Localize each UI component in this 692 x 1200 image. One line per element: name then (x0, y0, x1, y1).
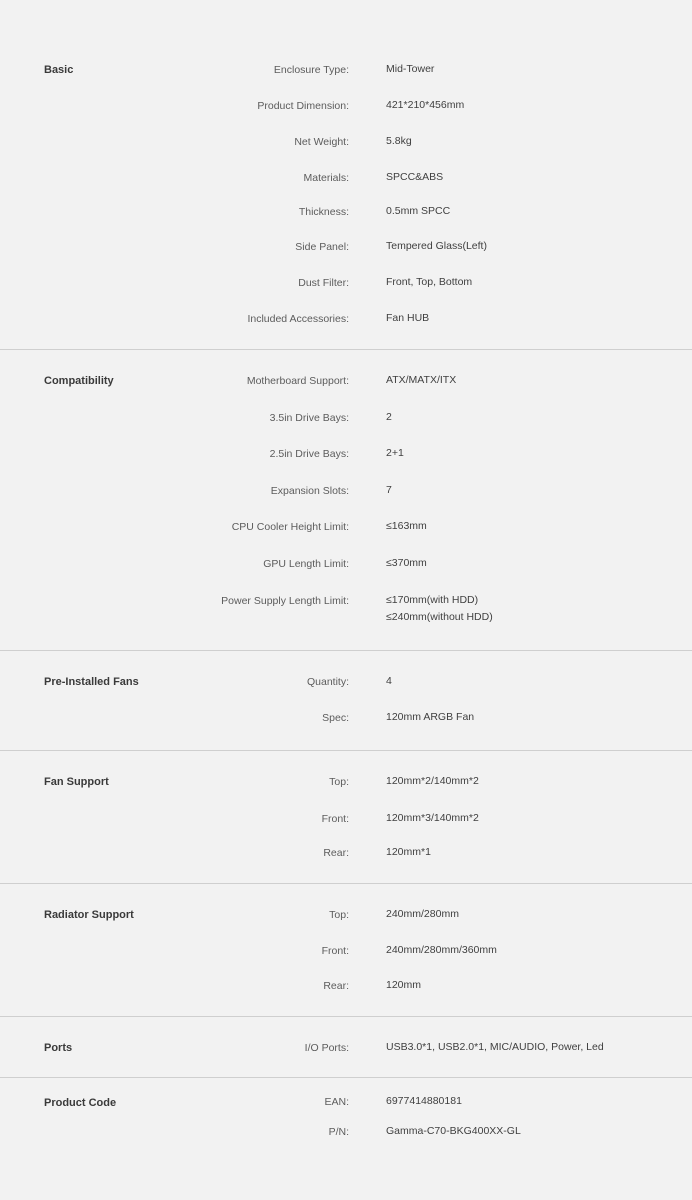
spec-value-line: 240mm/280mm/360mm (386, 944, 497, 956)
section-divider (0, 883, 692, 884)
spec-value-line: 421*210*456mm (386, 99, 465, 111)
spec-value-line: 120mm*3/140mm*2 (386, 812, 479, 824)
spec-value-line: USB3.0*1, USB2.0*1, MIC/AUDIO, Power, Led (386, 1041, 604, 1053)
spec-value-dust-filter (386, 274, 472, 291)
section-title: Fan Support (44, 776, 109, 788)
spec-label-spec: Spec: (322, 712, 349, 724)
spec-value-top (386, 906, 459, 923)
spec-value-line: ≤240mm(without HDD) (386, 611, 493, 623)
section-title: Product Code (44, 1097, 117, 1109)
spec-label-dust-filter: Dust Filter: (298, 277, 349, 289)
section-divider (0, 1016, 692, 1017)
spec-label-expansion-slots: Expansion Slots: (270, 485, 349, 497)
spec-label-net-weight: Net Weight: (294, 136, 349, 148)
spec-label-gpu-length-limit: GPU Length Limit: (263, 558, 349, 570)
spec-value-line: Front, Top, Bottom (386, 276, 473, 288)
spec-label-quantity: Quantity: (306, 676, 349, 688)
spec-value-line: Mid-Tower (386, 63, 435, 75)
spec-label-side-panel: Side Panel: (295, 241, 349, 253)
spec-value-p-n (386, 1123, 521, 1140)
spec-value-line: Tempered Glass(Left) (386, 240, 487, 252)
spec-value-front (386, 810, 479, 827)
spec-value-gpu-length-limit (386, 555, 427, 572)
spec-label-enclosure-type: Enclosure Type: (273, 64, 349, 76)
spec-value-line: 120mm*2/140mm*2 (386, 775, 479, 787)
spec-value-line: 6977414880181 (386, 1095, 462, 1107)
spec-value-front (386, 942, 497, 959)
spec-label-top: Top: (329, 909, 349, 921)
spec-value-cpu-cooler-height-limit (386, 518, 427, 535)
spec-value-line: 7 (386, 484, 392, 496)
section-divider (0, 750, 692, 751)
spec-label-3-5in-drive-bays: 3.5in Drive Bays: (269, 412, 349, 424)
spec-value-thickness (386, 203, 450, 220)
spec-value-line: ATX/MATX/ITX (386, 374, 457, 386)
section-divider (0, 650, 692, 651)
spec-value-line: 4 (386, 675, 392, 687)
spec-label-rear: Rear: (323, 980, 349, 992)
spec-value-enclosure-type (386, 61, 434, 78)
spec-label-motherboard-support: Motherboard Support: (246, 375, 349, 387)
spec-value-3-5in-drive-bays (386, 409, 392, 426)
spec-label-front: Front: (321, 945, 349, 957)
spec-value-line: SPCC&ABS (386, 171, 444, 183)
section-divider (0, 1077, 692, 1078)
spec-label-power-supply-length-limit: Power Supply Length Limit: (221, 595, 349, 607)
spec-value-included-accessories (386, 310, 429, 327)
section-title: Compatibility (44, 375, 114, 387)
spec-value-line: ≤163mm (386, 520, 427, 532)
spec-label-p-n: P/N: (328, 1126, 349, 1138)
spec-value-top (386, 773, 479, 790)
spec-value-materials (386, 169, 443, 186)
spec-value-line: 0.5mm SPCC (386, 205, 451, 217)
spec-value-spec (386, 709, 474, 726)
spec-value-line: 240mm/280mm (386, 908, 459, 920)
spec-label-front: Front: (321, 813, 349, 825)
spec-value-net-weight (386, 133, 412, 150)
spec-label-thickness: Thickness: (298, 206, 349, 218)
spec-value-line: ≤170mm(with HDD) (386, 594, 479, 606)
spec-label-materials: Materials: (303, 172, 349, 184)
spec-value-quantity (386, 673, 392, 690)
spec-value-line: Gamma-C70-BKG400XX-GL (386, 1125, 521, 1137)
spec-value-product-dimension (386, 97, 464, 114)
spec-label-i-o-ports: I/O Ports: (304, 1042, 349, 1054)
spec-value-motherboard-support (386, 372, 456, 389)
spec-value-line: 120mm*1 (386, 846, 431, 858)
spec-value-line: ≤370mm (386, 557, 427, 569)
spec-value-rear (386, 844, 431, 861)
spec-label-included-accessories: Included Accessories: (247, 313, 349, 325)
spec-label-2-5in-drive-bays: 2.5in Drive Bays: (269, 448, 349, 460)
spec-value-2-5in-drive-bays (386, 445, 404, 462)
spec-value-line: 2+1 (386, 447, 404, 459)
section-title: Radiator Support (44, 909, 134, 921)
section-title: Pre-Installed Fans (44, 676, 139, 688)
spec-value-expansion-slots (386, 482, 392, 499)
section-divider (0, 349, 692, 350)
spec-value-ean (386, 1093, 462, 1110)
spec-value-line: 120mm ARGB Fan (386, 711, 475, 723)
spec-value-line: 5.8kg (386, 135, 412, 147)
section-title: Ports (44, 1042, 73, 1054)
spec-value-side-panel (386, 238, 487, 255)
spec-label-rear: Rear: (323, 847, 349, 859)
spec-label-product-dimension: Product Dimension: (257, 100, 349, 112)
spec-value-line: 2 (386, 411, 392, 423)
spec-value-i-o-ports (386, 1039, 604, 1056)
spec-value-power-supply-length-limit (386, 592, 493, 626)
spec-label-cpu-cooler-height-limit: CPU Cooler Height Limit: (231, 521, 349, 533)
spec-value-line: 120mm (386, 979, 422, 991)
spec-value-line: Fan HUB (386, 312, 430, 324)
section-title: Basic (44, 64, 74, 76)
spec-label-ean: EAN: (324, 1096, 349, 1108)
spec-label-top: Top: (329, 776, 349, 788)
spec-value-rear (386, 977, 421, 994)
